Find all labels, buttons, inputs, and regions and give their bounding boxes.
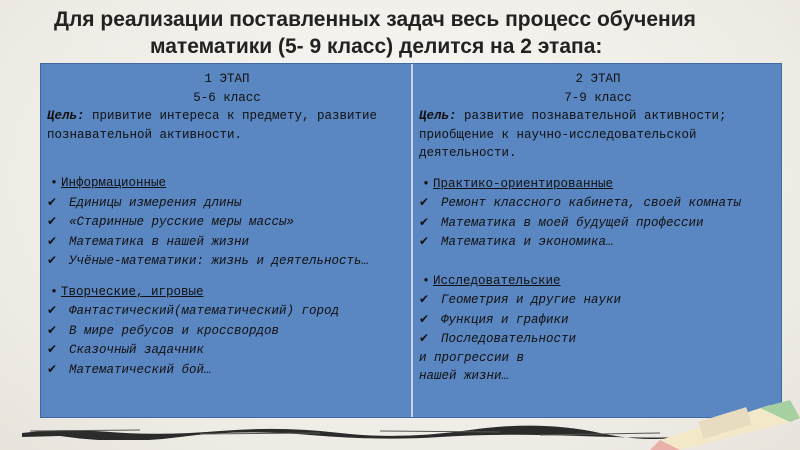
list-item-text: «Старинные русские меры массы» — [69, 215, 295, 229]
title-line-2: математики (5- 9 класс) делится на 2 этапа: — [150, 35, 603, 58]
list-item-text: Математика в моей будущей профессии — [441, 215, 704, 230]
list-item — [419, 329, 777, 349]
stage2-grade: 7-9 класс — [564, 90, 632, 105]
stage1-goal-label: Цель: — [47, 109, 85, 123]
section-title: Практико-ориентированные — [433, 176, 614, 191]
stage1-header: 1 ЭТАП — [204, 72, 250, 86]
check-icon: ✔ — [47, 214, 58, 228]
stages-table — [40, 63, 782, 418]
list-item-text: Сказочный задачник — [69, 343, 205, 357]
section-title: Информационные — [61, 176, 167, 190]
check-icon: ✔ — [419, 234, 430, 248]
stage2-column — [413, 64, 781, 417]
stage2-header: 2 ЭТАП — [575, 72, 621, 86]
list-item-text: Математика в нашей жизни — [69, 234, 250, 249]
list-item-text: Единицы измерения длины — [69, 195, 242, 210]
check-icon: ✔ — [47, 253, 58, 267]
list-item-text: Фантастический(математический) город — [69, 304, 340, 318]
list-item — [419, 193, 777, 213]
list-item-text: Ремонт классного кабинета, своей комнаты — [441, 196, 742, 210]
bullet-icon: • — [422, 273, 430, 288]
stage1-section-informational — [47, 174, 407, 193]
stage2-goal-text: развитие познавательной активности; приобщение к научно-исследовательской деятельности. — [419, 109, 727, 160]
bullet-icon: • — [50, 176, 58, 190]
stage1-grade: 5-6 класс — [193, 90, 261, 105]
list-item-text: Математический бой… — [69, 362, 212, 377]
bullet-icon: • — [50, 284, 58, 299]
list-item — [47, 251, 407, 271]
list-item-text: Функция и графики — [441, 312, 569, 327]
stage2-goal-label: Цель: — [419, 109, 457, 123]
stage2-section-practical — [419, 175, 777, 194]
check-icon: ✔ — [47, 233, 58, 248]
check-icon: ✔ — [47, 303, 58, 317]
stage1-section-creative — [47, 283, 407, 302]
list-item — [47, 212, 407, 232]
list-item — [419, 232, 777, 252]
list-continuation: и прогрессии в — [419, 350, 525, 365]
slide-title — [40, 6, 780, 60]
stage1-goal-text: привитие интереса к предмету, развитие познавательной активности. — [47, 109, 378, 142]
list-item-text: Геометрия и другие науки — [441, 293, 622, 307]
list-item — [47, 193, 407, 213]
list-item-text: Последовательности — [441, 332, 577, 346]
bullet-icon: • — [422, 176, 430, 191]
list-item-text: Математика и экономика… — [441, 235, 614, 249]
list-item — [47, 340, 407, 360]
check-icon: ✔ — [419, 195, 430, 209]
pencil-decoration-icon — [640, 400, 800, 450]
list-item — [419, 290, 777, 310]
check-icon: ✔ — [419, 292, 430, 306]
chalk-stroke-decoration — [20, 424, 710, 440]
stage2-section-research — [419, 272, 777, 291]
check-icon: ✔ — [419, 311, 430, 326]
section-title: Творческие, игровые — [61, 284, 204, 299]
check-icon: ✔ — [47, 342, 58, 356]
stage1-goal — [47, 107, 407, 144]
list-item — [419, 310, 777, 330]
list-item — [47, 360, 407, 380]
check-icon: ✔ — [47, 361, 58, 376]
section-title: Исследовательские — [433, 273, 561, 288]
check-icon: ✔ — [47, 194, 58, 209]
list-item — [47, 301, 407, 321]
list-item — [47, 232, 407, 252]
list-continuation: нашей жизни… — [419, 369, 510, 383]
check-icon: ✔ — [47, 322, 58, 337]
check-icon: ✔ — [419, 214, 430, 229]
list-item — [47, 321, 407, 341]
list-item-text: Учёные-математики: жизнь и деятельность… — [69, 254, 370, 268]
stage1-column — [41, 64, 411, 417]
title-line-1: Для реализации поставленных задач весь процесс обучения — [54, 8, 696, 31]
list-item — [419, 213, 777, 233]
stage2-goal — [419, 107, 777, 163]
check-icon: ✔ — [419, 331, 430, 345]
list-item-text: В мире ребусов и кроссвордов — [69, 323, 280, 338]
